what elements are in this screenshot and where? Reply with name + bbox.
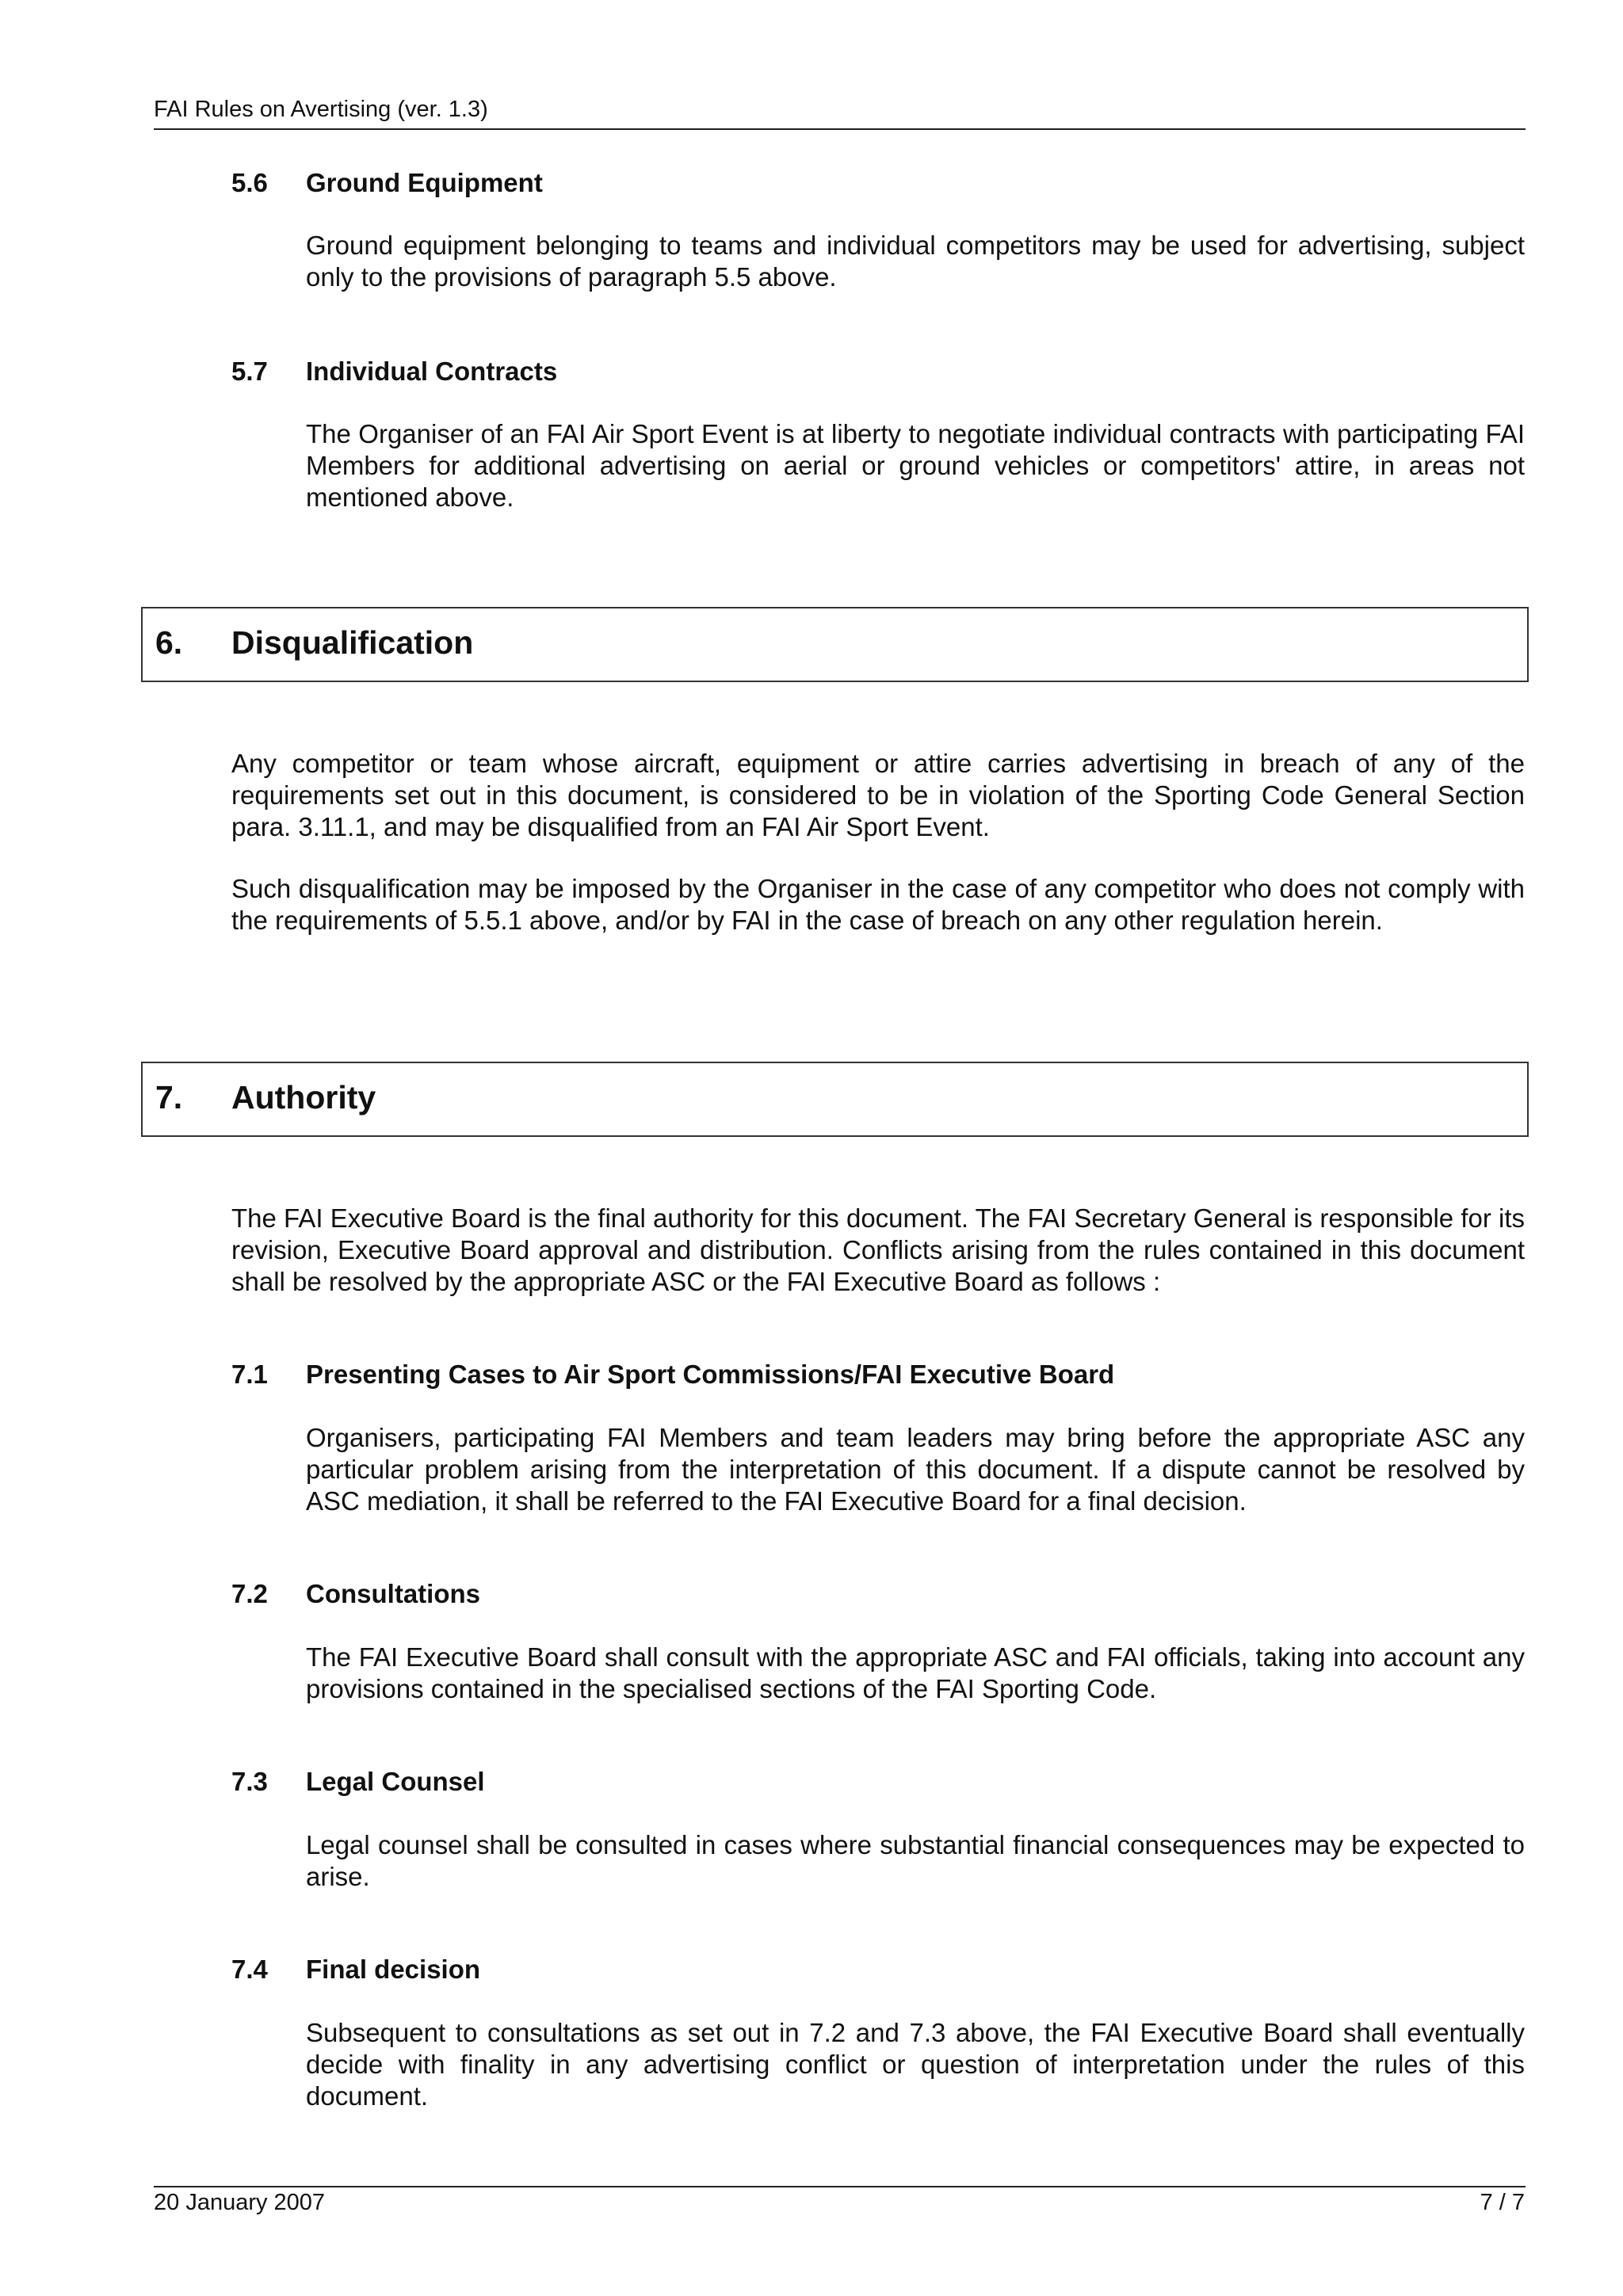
section-6-title: Disqualification [231,624,474,661]
page-header-title: FAI Rules on Avertising (ver. 1.3) [154,97,488,122]
section-7-4-number: 7.4 [231,1955,268,1984]
section-7-1-text: Organisers, participating FAI Members and team leaders may bring before the appropriate ASC any particular problem arising from the interpretation of this document. If a dispute cannot be resolved by ASC mediation, it shall be referred to the FAI Executive Board for a final decision. [306,1423,1525,1516]
section-7-3-title: Legal Counsel [306,1767,485,1796]
section-6-paragraph-1: Any competitor or team whose aircraft, equipment or attire carries advertising in breach of any of the requirements set out in this document, is considered to be in violation of the Sporting Code General Section para. 3.11.1, and may be disqualified from an FAI Air Sport Event. [231,749,1525,841]
section-7-3-text: Legal counsel shall be consulted in cases where substantial financial consequences may be expected to arise. [306,1830,1525,1891]
section-7-number: 7. [155,1079,183,1116]
section-5-7-title: Individual Contracts [306,357,558,386]
section-5-7-text: The Organiser of an FAI Air Sport Event is at liberty to negotiate individual contracts with participating FAI Members for additional advertising on aerial or ground vehicles or competitors' attire, in areas not mentioned above. [306,419,1525,512]
section-7-2-number: 7.2 [231,1579,268,1608]
footer-date: 20 January 2007 [154,2190,326,2215]
section-7-4-text: Subsequent to consultations as set out in 7.2 and 7.3 above, the FAI Executive Board shall eventually decide with finality in any advertising conflict or question of interpretation under the rules of this document. [306,2018,1525,2111]
section-7-title: Authority [231,1079,376,1116]
section-7-2-text: The FAI Executive Board shall consult with the appropriate ASC and FAI officials, taking into account any provisions contained in the specialised sections of the FAI Sporting Code. [306,1642,1525,1703]
section-7-2-title: Consultations [306,1579,480,1608]
section-5-7-number: 5.7 [231,357,268,386]
section-7-1-number: 7.1 [231,1360,268,1389]
section-7-paragraph-1: The FAI Executive Board is the final authority for this document. The FAI Secretary General is responsible for its revision, Executive Board approval and distribution. Conflicts arising from the rules contained in this document shall be resolved by the appropriate ASC or the FAI Executive Board as follows : [231,1203,1525,1296]
section-7-1-title: Presenting Cases to Air Sport Commissions/FAI Executive Board [306,1360,1115,1389]
header-divider [154,128,1526,130]
section-7-3-number: 7.3 [231,1767,268,1796]
section-6-paragraph-2: Such disqualification may be imposed by the Organiser in the case of any competitor who does not comply with the requirements of 5.5.1 above, and/or by FAI in the case of breach on any other regulation herein. [231,874,1525,935]
section-7-4-title: Final decision [306,1955,481,1984]
footer-divider [154,2186,1526,2187]
section-5-6-title: Ground Equipment [306,168,543,197]
section-5-6-number: 5.6 [231,168,268,197]
section-5-6-text: Ground equipment belonging to teams and individual competitors may be used for advertising, subject only to the provisions of paragraph 5.5 above. [306,231,1525,292]
page-number: 7 / 7 [1480,2190,1525,2215]
section-6-number: 6. [155,624,183,661]
